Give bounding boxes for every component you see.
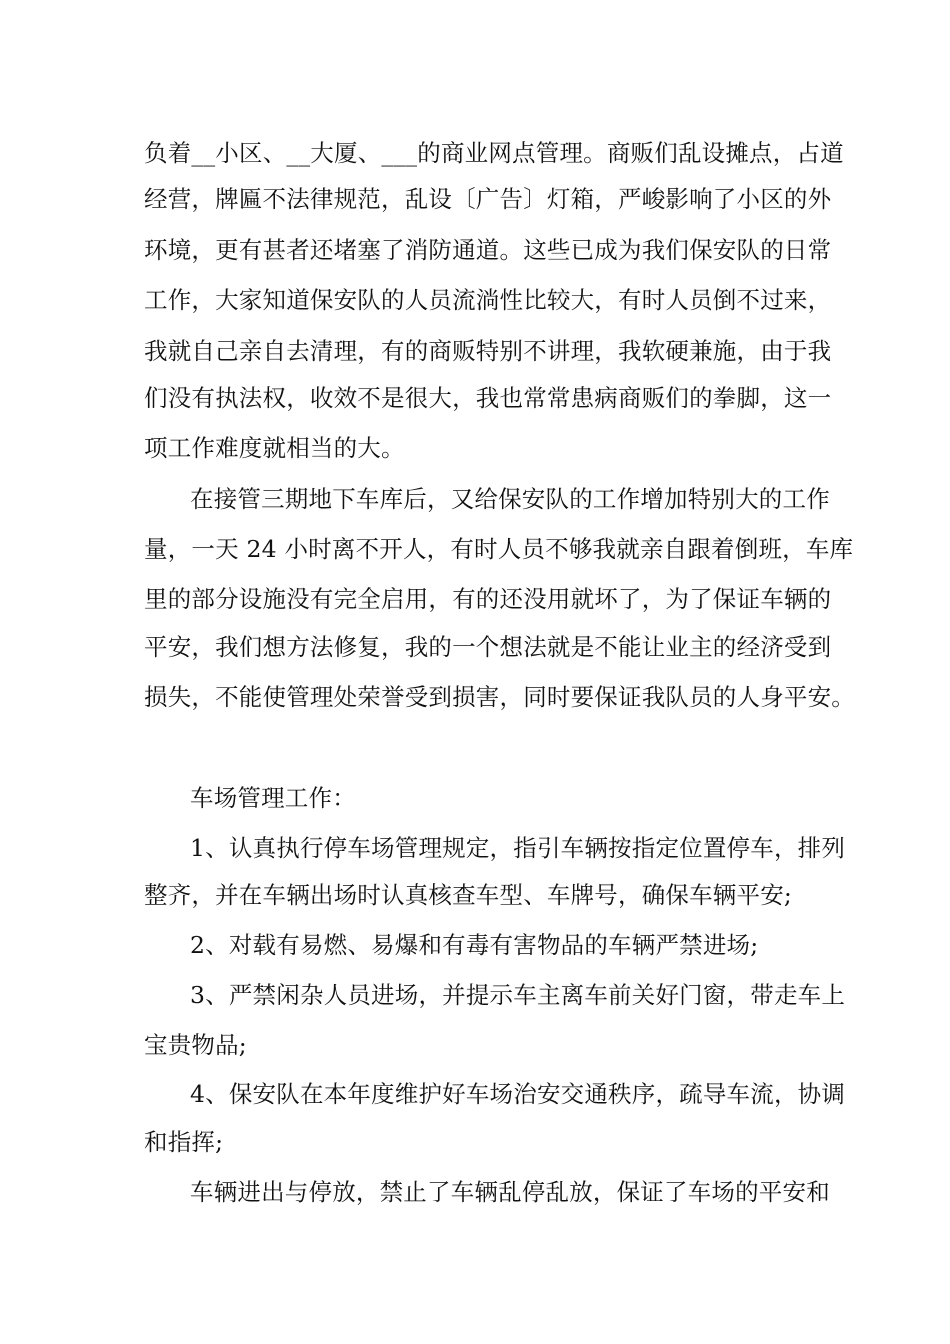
text-line: 1、认真执行停车场管理规定，指引车辆按指定位置停车，排列: [190, 834, 846, 862]
section-heading: 车场管理工作：: [190, 784, 356, 812]
text-line: 里的部分设施没有完全启用，有的还没用就坏了，为了保证车辆的: [144, 585, 832, 613]
text-line: 环境，更有甚者还堵塞了消防通道。这些已成为我们保安队的日常: [144, 236, 832, 264]
text-line: 整齐，并在车辆出场时认真核查车型、车牌号，确保车辆平安;: [144, 881, 793, 909]
text-line: 我就自己亲自去清理，有的商贩特别不讲理，我软硬兼施，由于我: [144, 337, 832, 365]
text-line: 4、保安队在本年度维护好车场治安交通秩序，疏导车流，协调: [190, 1080, 846, 1108]
text-line: 在接管三期地下车库后，又给保安队的工作增加特别大的工作: [190, 485, 830, 513]
text-line: 量，一天 24 小时离不开人，有时人员不够我就亲自跟着倒班，车库: [144, 535, 854, 563]
text-line: 平安，我们想方法修复，我的一个想法就是不能让业主的经济受到: [144, 633, 832, 661]
text-line: 们没有执法权，收效不是很大，我也常常患病商贩们的拳脚，这一: [144, 384, 832, 412]
text-line: 2、对载有易燃、易爆和有毒有害物品的车辆严禁进场;: [190, 931, 759, 959]
text-line: 宝贵物品;: [144, 1031, 247, 1059]
text-line: 损失，不能使管理处荣誉受到损害，同时要保证我队员的人身平安。: [144, 683, 855, 711]
text-line: 工作，大家知道保安队的人员流淌性比较大，有时人员倒不过来，: [144, 286, 832, 314]
text-line: 车辆进出与停放，禁止了车辆乱停乱放，保证了车场的平安和: [190, 1178, 830, 1206]
text-line: 经营，牌匾不法律规范，乱设〔广告〕灯箱，严峻影响了小区的外: [144, 185, 832, 213]
text-line: 负着__小区、__大厦、___的商业网点管理。商贩们乱设摊点，占道: [144, 139, 844, 167]
text-line: 和指挥;: [144, 1128, 224, 1156]
text-line: 项工作难度就相当的大。: [144, 434, 405, 462]
text-line: 3、严禁闲杂人员进场，并提示车主离车前关好门窗，带走车上: [190, 981, 846, 1009]
